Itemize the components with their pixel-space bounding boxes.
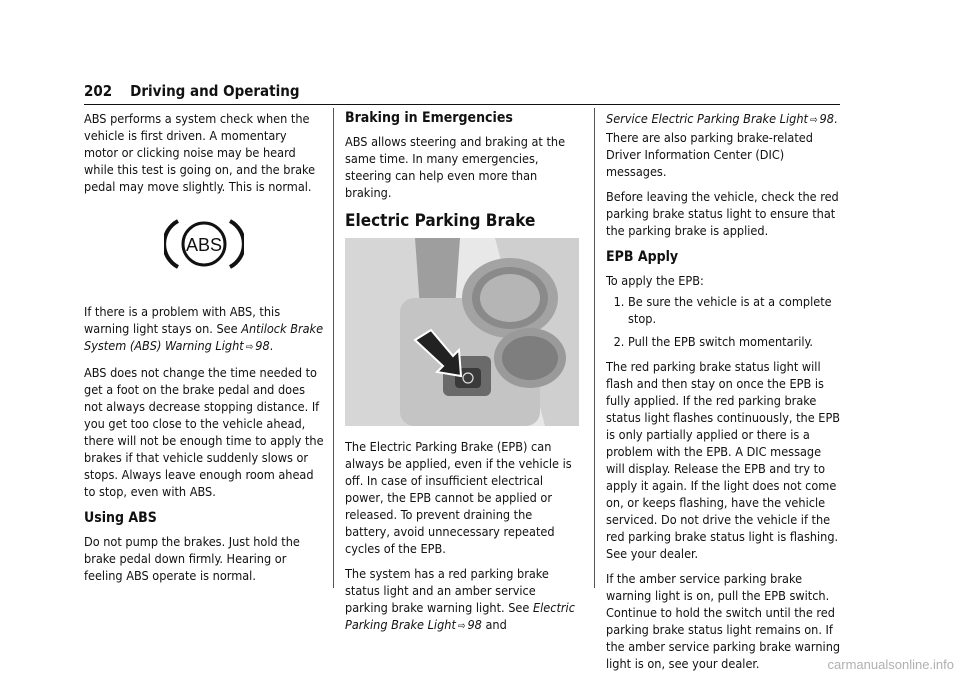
chapter-heading: Electric Parking Brake xyxy=(345,211,536,231)
section-heading: EPB Apply xyxy=(606,249,679,265)
abs-warning-icon xyxy=(164,215,244,273)
paragraph: ABS allows steering and braking at the same time. In many emergencies, steering can help even more than braking. xyxy=(345,134,566,200)
paragraph: To apply the EPB: xyxy=(606,273,704,288)
list-item: 2. Pull the EPB switch momentarily. xyxy=(628,333,841,350)
column-1 xyxy=(84,110,324,592)
page-ref-number[interactable]: 98 xyxy=(819,111,834,126)
text: . There are also parking brake-related Driver Information Center (DIC) messages. xyxy=(606,111,838,179)
paragraph: ABS does not change the time needed to get a foot on the brake pedal and does not always decrease stopping distance. If you get too close to the vehicle ahead, there will not be enough time to apply the brakes if that vehicle suddenly slows or stops. Always leave enough room ahead to stop, even with ABS. xyxy=(84,365,324,499)
text: The system has a red parking brake status light and an amber service parking brake warning light. See xyxy=(345,566,549,615)
cross-reference-link[interactable]: Service Electric Parking Brake Light xyxy=(606,111,808,126)
paragraph: ABS performs a system check when the vehicle is first driven. A momentary motor or clicking noise may be heard while this test is going on, and the brake pedal may move slightly. This is normal. xyxy=(84,111,316,194)
page-ref-arrow-icon: ⇨ xyxy=(457,621,466,632)
abs-icon-label: ABS xyxy=(185,235,223,255)
paragraph xyxy=(84,303,324,356)
paragraph: Do not pump the brakes. Just hold the brake pedal down firmly. Hearing or feeling ABS operate is normal. xyxy=(84,534,300,583)
cross-reference-link[interactable]: Electric Parking Brake Light xyxy=(345,600,575,632)
page-ref-number[interactable]: 98 xyxy=(467,617,482,632)
text: and xyxy=(481,617,507,632)
column-divider xyxy=(333,108,334,588)
paragraph: The Electric Parking Brake (EPB) can always be applied, even if the vehicle is off. In case of insufficient electrical power, the EPB cannot be applied or released. To prevent draining the battery, avoid unnecessary repeated cycles of the EPB. xyxy=(345,439,572,556)
text: If there is a problem with ABS, this warning light stays on. See xyxy=(84,304,281,336)
step-list xyxy=(606,293,841,350)
section-heading: Braking in Emergencies xyxy=(345,110,513,126)
epb-switch-photo xyxy=(345,238,579,426)
page-number: 202 xyxy=(84,82,113,100)
column-2 xyxy=(345,110,580,643)
paragraph: The red parking brake status light will flash and then stay on once the EPB is fully applied. If the red parking brake status light flashes continuously, the EPB is only partially applied or there is a problem with the EPB. A DIC message will display. Release the EPB and try to apply it again. If the light does not come on, or keeps flashing, have the vehicle serviced. Do not drive the vehicle if the red parking brake status light is flashing. See your dealer. xyxy=(606,359,841,561)
list-item: 1. Be sure the vehicle is at a complete stop. xyxy=(628,293,841,327)
page-header xyxy=(84,82,840,105)
watermark: carmanualsonline.info xyxy=(827,657,954,672)
paragraph xyxy=(345,565,580,635)
cross-reference-link[interactable]: Antilock Brake System (ABS) Warning Light xyxy=(84,321,324,353)
page-ref-arrow-icon: ⇨ xyxy=(245,342,254,353)
text: . xyxy=(269,338,274,353)
page-ref-arrow-icon: ⇨ xyxy=(809,115,818,126)
column-3 xyxy=(606,110,841,680)
page-ref-number[interactable]: 98 xyxy=(255,338,270,353)
section-title: Driving and Operating xyxy=(130,82,300,100)
column-divider xyxy=(594,108,595,588)
paragraph: Before leaving the vehicle, check the red parking brake status light to ensure that the parking brake is applied. xyxy=(606,189,839,238)
section-heading: Using ABS xyxy=(84,510,157,526)
paragraph: If the amber service parking brake warning light is on, pull the EPB switch. Continue to hold the switch until the red parking brake status light remains on. If the amber service parking brake warning light is on, see your dealer. xyxy=(606,571,841,671)
paragraph xyxy=(606,110,841,180)
